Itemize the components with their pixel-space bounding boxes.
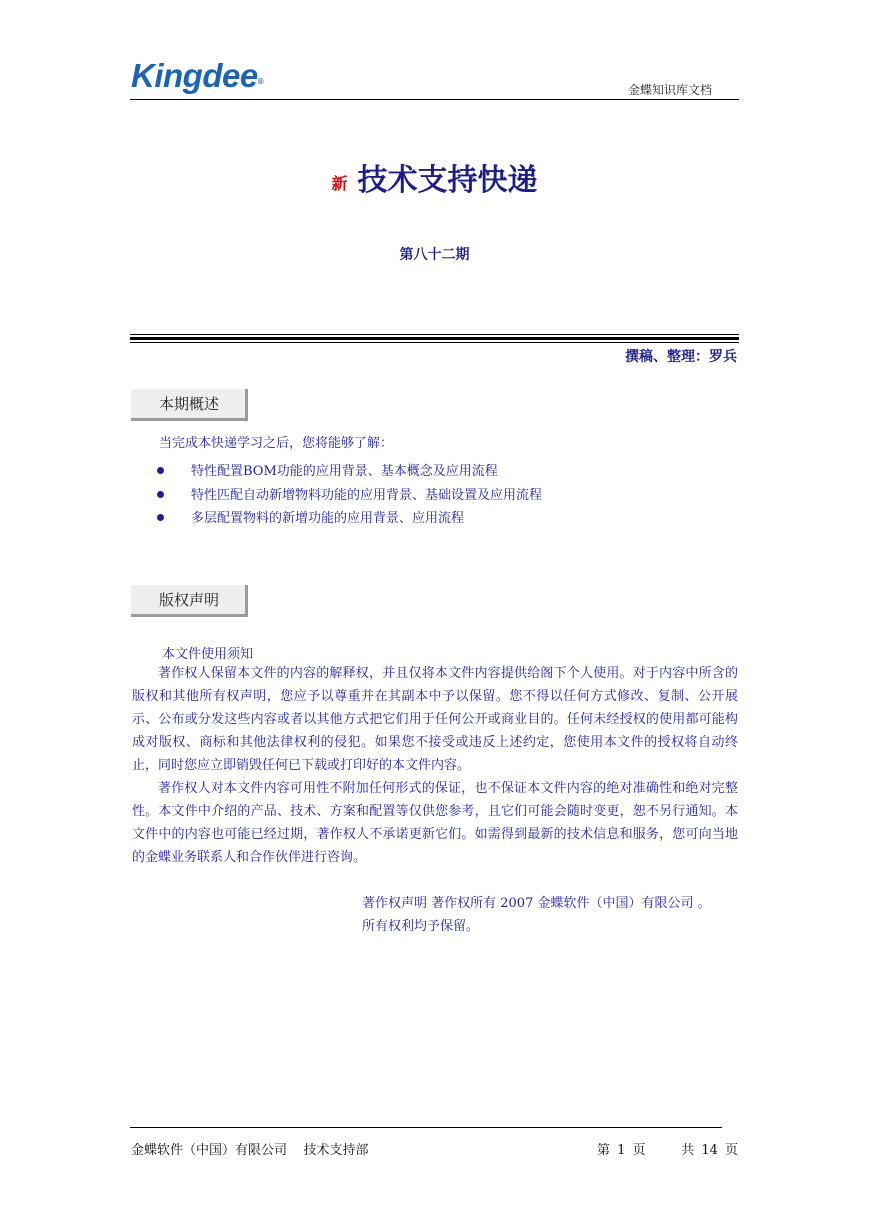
title-rule-top: [130, 334, 739, 335]
bullet-icon: [157, 491, 164, 498]
title-rule-bottom: [130, 342, 739, 343]
copyright-paragraph-1: [132, 662, 738, 777]
issue-number: 第八十二期: [399, 247, 470, 263]
footer-divider: [130, 1127, 722, 1128]
title-rule-middle: [130, 337, 739, 340]
list-item-text: 特性配置BOM功能的应用背景、基本概念及应用流程: [191, 464, 498, 479]
footer-company: 金蝶软件（中国）有限公司 技术支持部: [131, 1143, 369, 1158]
rights-reserved: 所有权利均予保留。: [362, 919, 480, 934]
bullet-icon: [157, 514, 164, 521]
list-item: [157, 507, 464, 526]
paragraph-text: 著作权人对本文件内容可用性不附加任何形式的保证，也不保证本文件内容的绝对准确性和绝对完整性。本文件中介绍的产品、技术、方案和配置等仅供您参考，且它们可能会随时变更，恕不另行通知。本文件中的内容也可能已经过期，著作权人不承诺更新它们。如需得到最新的技术信息和服务，您可向当地的金蝶业务联系人和合作伙伴进行咨询。: [132, 781, 738, 865]
doc-label: 金蝶知识库文档: [628, 83, 713, 97]
page-title: 技术支持快递: [357, 163, 538, 198]
page-number: 第 1 页 共 14 页: [597, 1143, 739, 1158]
list-item-text: 特性匹配自动新增物料功能的应用背景、基础设置及应用流程: [191, 488, 543, 503]
copyright-statement: 著作权声明 著作权所有 2007 金蝶软件（中国）有限公司 。: [362, 896, 711, 911]
registered-mark: ®: [257, 77, 264, 86]
copyright-paragraph-2: [132, 777, 738, 869]
kingdee-logo: [131, 58, 263, 94]
header-divider: [130, 99, 739, 100]
copyright-heading: 版权声明: [131, 585, 248, 617]
list-item-text: 多层配置物料的新增功能的应用背景、应用流程: [191, 511, 465, 526]
list-item: [157, 460, 498, 479]
title-block: [0, 155, 869, 199]
author-credit: 撰稿、整理：罗兵: [625, 349, 737, 365]
notice-title: 本文件使用须知: [162, 647, 254, 662]
list-item: [157, 484, 542, 503]
new-badge: 新: [331, 174, 348, 193]
bullet-icon: [157, 467, 164, 474]
logo-text: Kingdee: [131, 57, 258, 94]
overview-heading: 本期概述: [131, 389, 248, 421]
overview-intro: 当完成本快递学习之后，您将能够了解：: [159, 436, 394, 451]
paragraph-text: 著作权人保留本文件的内容的解释权，并且仅将本文件内容提供给阁下个人使用。对于内容中所含的版权和其他所有权声明，您应予以尊重并在其副本中予以保留。您不得以任何方式修改、复制、公开展示、公布或分发这些内容或者以其他方式把它们用于任何公开或商业目的。任何未经授权的使用都可能构成对版权、商标和其他法律权利的侵犯。如果您不接受或违反上述约定，您使用本文件的授权将自动终止，同时您应立即销毁任何已下载或打印好的本文件内容。: [132, 666, 738, 773]
